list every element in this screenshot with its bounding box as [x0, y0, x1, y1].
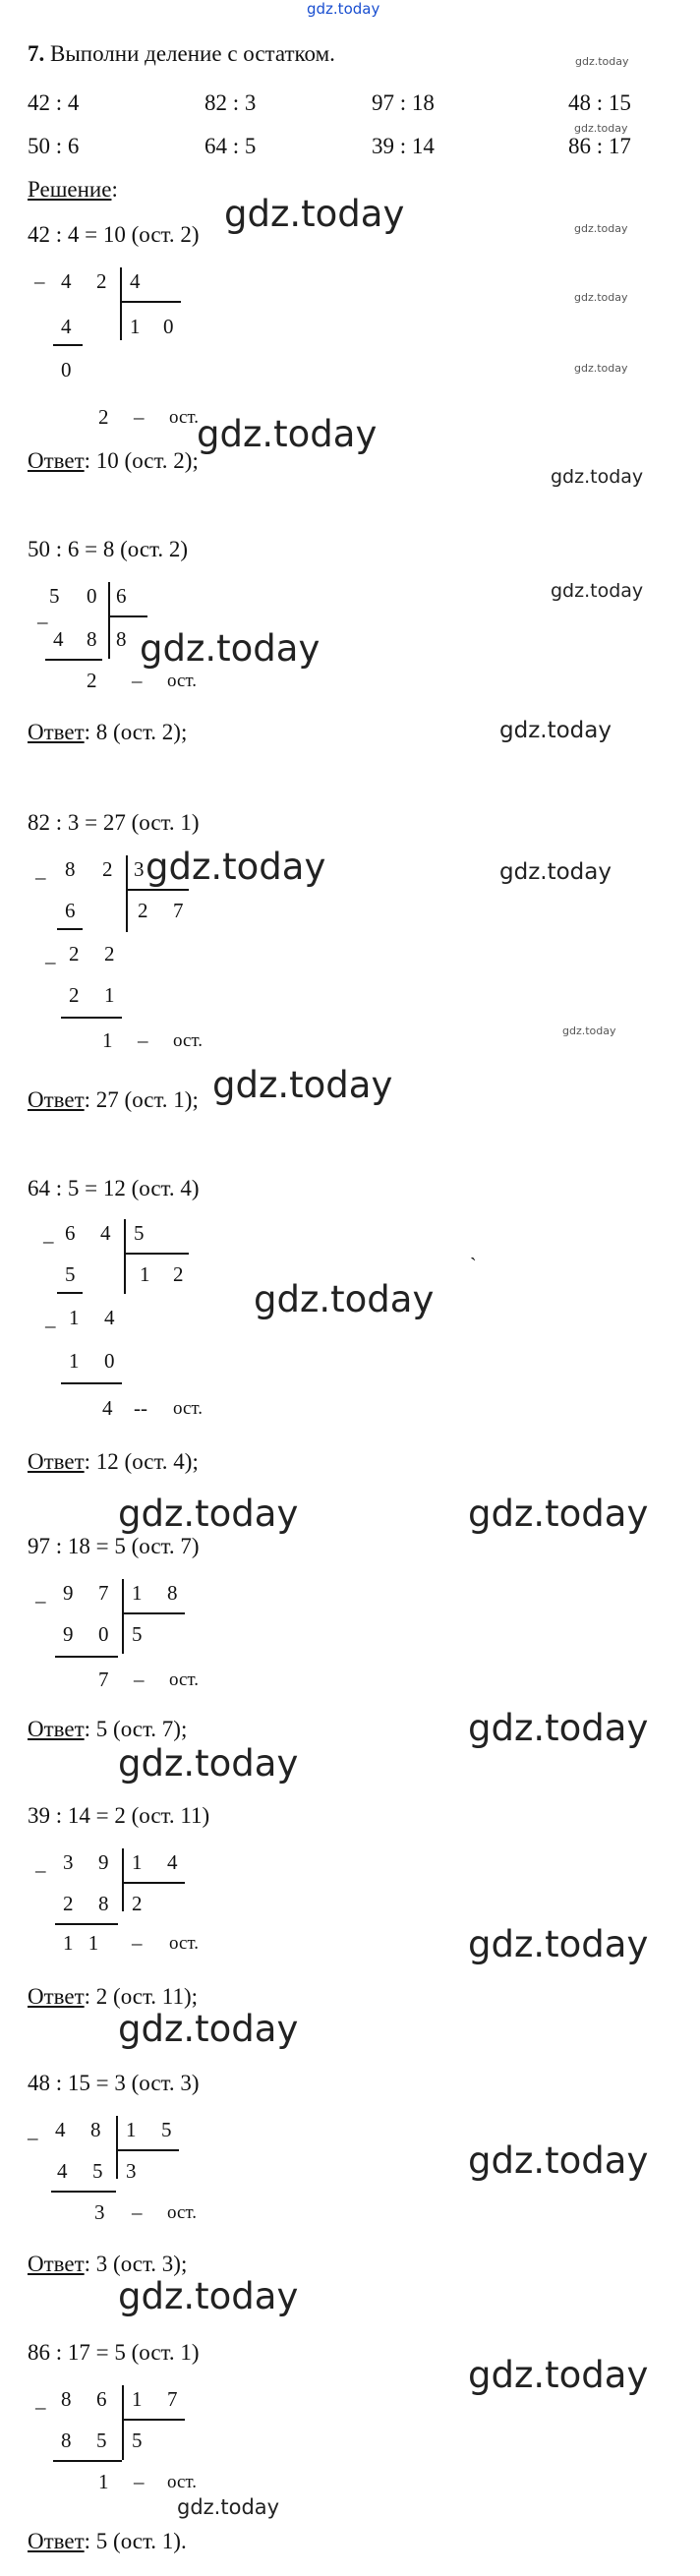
subtrahend-digit: 4 — [53, 627, 64, 651]
equation: 82 : 3 = 27 (ост. 1) — [28, 810, 200, 835]
subtrahend-digit: 5 — [96, 2429, 107, 2452]
subtrahend-digit: 1 — [69, 1349, 80, 1373]
remainder: 1 1 — [63, 1931, 99, 1955]
watermark: gdz.today — [575, 55, 629, 68]
quotient-digit: 8 — [116, 627, 127, 651]
dividend-digit: 8 — [65, 857, 76, 881]
watermark: gdz.today — [468, 2354, 649, 2396]
dash: – — [134, 2470, 145, 2493]
dash: – — [138, 1028, 148, 1052]
subtraction-line — [57, 1292, 83, 1294]
equation: 97 : 18 = 5 (ост. 7) — [28, 1534, 200, 1558]
watermark: gdz.today — [551, 466, 644, 488]
watermark: gdz.today — [118, 2008, 299, 2050]
example: 82 : 3 — [204, 90, 257, 115]
remainder-label: ост. — [169, 1933, 200, 1954]
answer: Ответ: 3 (ост. 3); — [28, 2252, 188, 2276]
answer: Ответ: 5 (ост. 1). — [28, 2529, 187, 2553]
dividend-digit: 8 — [61, 2387, 72, 2411]
minus-sign: – — [45, 950, 56, 973]
subtrahend-digit: 2 — [63, 1892, 74, 1915]
division-bar-vertical — [122, 1848, 124, 1911]
dividend-digit: 5 — [49, 584, 60, 608]
watermark: gdz.today — [468, 1707, 649, 1749]
division-bar-vertical — [122, 1579, 124, 1654]
subtrahend-digit: 8 — [61, 2429, 72, 2452]
divisor-digit: 1 — [132, 2387, 143, 2411]
dividend-digit: 2 — [96, 269, 107, 293]
division-bar-vertical — [122, 2385, 124, 2460]
dividend-digit: 2 — [69, 942, 80, 966]
dash: – — [134, 1668, 145, 1691]
watermark: gdz.today — [140, 627, 321, 670]
subtraction-line — [53, 2460, 122, 2462]
watermark: gdz.today — [574, 362, 628, 375]
remainder-label: ост. — [169, 407, 200, 428]
dash: -- — [134, 1396, 147, 1420]
quotient-digit: 5 — [132, 2429, 143, 2452]
dividend-digit: 4 — [104, 1306, 115, 1329]
equation: 86 : 17 = 5 (ост. 1) — [28, 2340, 200, 2365]
quotient-digit: 1 — [140, 1262, 150, 1286]
example: 64 : 5 — [204, 134, 257, 158]
watermark: gdz.today — [177, 2495, 280, 2519]
subtraction-line — [53, 344, 83, 346]
divisor-digit: 6 — [116, 584, 127, 608]
minus-sign: – — [45, 1314, 56, 1337]
watermark: gdz.today — [551, 580, 644, 602]
watermark: gdz.today — [212, 1064, 393, 1106]
subtrahend-digit: 8 — [87, 627, 97, 651]
solution-label: Решение: — [28, 177, 118, 202]
divisor-digit: 5 — [134, 1221, 145, 1245]
subtrahend-digit: 9 — [63, 1622, 74, 1646]
division-bar-vertical — [120, 267, 122, 340]
quotient-digit: 0 — [163, 315, 174, 338]
header-watermark: gdz.today — [307, 0, 380, 18]
subtrahend-digit: 2 — [69, 983, 80, 1007]
dividend-digit: 8 — [90, 2118, 101, 2141]
dividend-digit: 1 — [69, 1306, 80, 1329]
watermark: gdz.today — [468, 1493, 649, 1535]
remainder-label: ост. — [169, 1669, 200, 1690]
dividend-digit: 4 — [61, 269, 72, 293]
minus-sign: – — [35, 1858, 46, 1882]
watermark: gdz.today — [562, 1025, 616, 1037]
remainder: 3 — [94, 2200, 105, 2224]
dash: – — [132, 2200, 143, 2224]
minus-sign: – — [37, 610, 48, 633]
divisor-digit: 5 — [161, 2118, 172, 2141]
division-bar-horizontal — [120, 301, 181, 303]
quotient-digit: 5 — [132, 1622, 143, 1646]
task-heading — [28, 41, 335, 67]
minus-sign: – — [43, 1229, 54, 1253]
answer: Ответ: 27 (ост. 1); — [28, 1087, 199, 1112]
dash: – — [132, 669, 143, 692]
divisor-digit: 4 — [167, 1850, 178, 1874]
dividend-digit: 6 — [96, 2387, 107, 2411]
divisor-digit: 3 — [134, 857, 145, 881]
watermark: gdz.today — [468, 2139, 649, 2182]
example: 39 : 14 — [372, 134, 435, 158]
quotient-digit: 2 — [173, 1262, 184, 1286]
watermark: gdz.today — [499, 859, 612, 885]
division-bar-vertical — [116, 2116, 118, 2179]
division-bar-vertical — [126, 855, 128, 932]
subtraction-line — [51, 2191, 116, 2193]
example: 50 : 6 — [28, 134, 80, 158]
dividend-digit: 0 — [87, 584, 97, 608]
minus-sign: – — [34, 269, 45, 293]
division-bar-horizontal — [122, 2419, 185, 2421]
quotient-digit: 2 — [138, 899, 148, 922]
quotient-digit: 3 — [126, 2159, 137, 2183]
equation: 39 : 14 = 2 (ост. 11) — [28, 1803, 210, 1828]
subtrahend-digit: 8 — [98, 1892, 109, 1915]
remainder: 2 — [87, 669, 97, 692]
watermark: gdz.today — [146, 846, 326, 888]
remainder-label: ост. — [167, 2202, 198, 2223]
remainder-label: ост. — [173, 1030, 204, 1051]
dividend-digit: 2 — [104, 942, 115, 966]
task-text: Выполни деление с остатком. — [50, 41, 335, 66]
minus-sign: – — [35, 2395, 46, 2419]
division-bar-horizontal — [122, 1882, 185, 1884]
remainder: 1 — [98, 2470, 109, 2493]
subtrahend-digit: 0 — [98, 1622, 109, 1646]
watermark: gdz.today — [574, 222, 628, 235]
watermark: gdz.today — [197, 413, 378, 455]
dash: – — [134, 405, 145, 429]
divisor-digit: 1 — [126, 2118, 137, 2141]
divisor-digit: 8 — [167, 1581, 178, 1605]
remainder-label: ост. — [167, 671, 198, 691]
division-bar-vertical — [124, 1219, 126, 1294]
stray-mark: ` — [470, 1255, 477, 1276]
subtrahend-digit: 5 — [65, 1262, 76, 1286]
answer: Ответ: 12 (ост. 4); — [28, 1449, 199, 1474]
watermark: gdz.today — [574, 122, 628, 135]
dividend-digit: 2 — [102, 857, 113, 881]
subtraction-line — [61, 1017, 122, 1019]
division-bar-horizontal — [108, 615, 147, 617]
watermark: gdz.today — [118, 2275, 299, 2317]
quotient-digit: 7 — [173, 899, 184, 922]
quotient-digit: 2 — [132, 1892, 143, 1915]
subtraction-line — [55, 1656, 118, 1658]
minus-sign: – — [28, 2126, 38, 2149]
dividend-digit: 9 — [63, 1581, 74, 1605]
dash: – — [132, 1931, 143, 1955]
watermark: gdz.today — [224, 193, 405, 235]
answer: Ответ: 2 (ост. 11); — [28, 1984, 199, 2009]
subtraction-line — [61, 1382, 122, 1384]
dividend-digit: 9 — [98, 1850, 109, 1874]
remainder: 2 — [98, 405, 109, 429]
example: 86 : 17 — [568, 134, 631, 158]
remainder: 4 — [102, 1396, 113, 1420]
remainder: 7 — [98, 1668, 109, 1691]
equation: 64 : 5 = 12 (ост. 4) — [28, 1176, 200, 1200]
divisor-digit: 1 — [132, 1581, 143, 1605]
division-bar-horizontal — [126, 889, 189, 891]
divisor-digit: 1 — [132, 1850, 143, 1874]
equation: 42 : 4 = 10 (ост. 2) — [28, 222, 200, 247]
watermark: gdz.today — [118, 1493, 299, 1535]
example: 42 : 4 — [28, 90, 80, 115]
remainder-label: ост. — [173, 1398, 204, 1419]
subtrahend-digit: 4 — [61, 315, 72, 338]
subtrahend-digit: 5 — [92, 2159, 103, 2183]
watermark: gdz.today — [254, 1278, 435, 1320]
subtrahend-digit: 4 — [57, 2159, 68, 2183]
task-number: 7. — [28, 41, 45, 66]
remainder: 1 — [102, 1028, 113, 1052]
example: 97 : 18 — [372, 90, 435, 115]
answer: Ответ: 10 (ост. 2); — [28, 448, 199, 473]
difference-digit: 0 — [61, 358, 72, 381]
equation: 48 : 15 = 3 (ост. 3) — [28, 2071, 200, 2095]
remainder-label: ост. — [167, 2472, 198, 2492]
division-bar-vertical — [108, 582, 110, 659]
answer: Ответ: 5 (ост. 7); — [28, 1717, 188, 1741]
subtrahend-digit: 6 — [65, 899, 76, 922]
dividend-digit: 7 — [98, 1581, 109, 1605]
subtraction-line — [57, 928, 83, 930]
minus-sign: – — [35, 865, 46, 889]
equation: 50 : 6 = 8 (ост. 2) — [28, 537, 189, 561]
divisor-digit: 4 — [130, 269, 141, 293]
division-bar-horizontal — [116, 2149, 179, 2151]
subtraction-line — [55, 1923, 118, 1925]
dividend-digit: 6 — [65, 1221, 76, 1245]
dividend-digit: 4 — [55, 2118, 66, 2141]
watermark: gdz.today — [499, 718, 612, 743]
division-bar-horizontal — [122, 1612, 185, 1614]
quotient-digit: 1 — [130, 315, 141, 338]
subtraction-line — [45, 659, 102, 661]
subtrahend-digit: 1 — [104, 983, 115, 1007]
watermark: gdz.today — [574, 291, 628, 304]
example: 48 : 15 — [568, 90, 631, 115]
dividend-digit: 3 — [63, 1850, 74, 1874]
watermark: gdz.today — [118, 1742, 299, 1785]
divisor-digit: 7 — [167, 2387, 178, 2411]
watermark: gdz.today — [468, 1923, 649, 1965]
division-bar-horizontal — [124, 1253, 189, 1255]
dividend-digit: 4 — [100, 1221, 111, 1245]
answer: Ответ: 8 (ост. 2); — [28, 720, 188, 744]
subtrahend-digit: 0 — [104, 1349, 115, 1373]
minus-sign: – — [35, 1589, 46, 1612]
